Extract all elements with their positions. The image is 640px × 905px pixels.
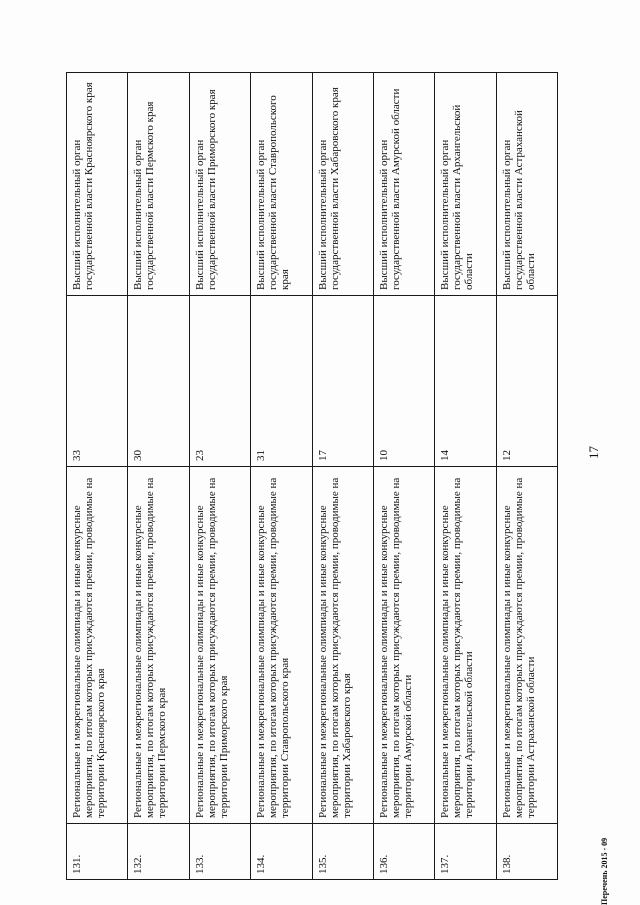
event-name: Региональные и межрегиональные олимпиады и иные конкурсные мероприятия, по итогам которых присуждаются премии, проводимые на территории Красноярского края [67,467,128,824]
row-number: 138. [496,824,557,880]
table-row [189,73,250,880]
event-count: 30 [128,296,189,467]
table-row [67,73,128,880]
row-number: 131. [67,824,128,880]
event-count: 10 [373,296,434,467]
event-name: Региональные и межрегиональные олимпиады и иные конкурсные мероприятия, по итогам которых присуждаются премии, проводимые на территории Хабаровского края [312,467,373,824]
organizer: Высший исполнительный орган государственной власти Приморского края [189,73,250,296]
event-name: Региональные и межрегиональные олимпиады и иные конкурсные мероприятия, по итогам которых присуждаются премии, проводимые на территории Пермского края [128,467,189,824]
row-number: 134. [251,824,312,880]
olympiad-list-table [66,72,558,880]
event-count: 17 [312,296,373,467]
event-name: Региональные и межрегиональные олимпиады и иные конкурсные мероприятия, по итогам которых присуждаются премии, проводимые на территории Архангельской области [435,467,496,824]
row-number: 132. [128,824,189,880]
event-count: 14 [435,296,496,467]
event-name: Региональные и межрегиональные олимпиады и иные конкурсные мероприятия, по итогам которых присуждаются премии, проводимые на территории Ставропольского края [251,467,312,824]
event-name: Региональные и межрегиональные олимпиады и иные конкурсные мероприятия, по итогам которых присуждаются премии, проводимые на территории Астраханской области [496,467,557,824]
table-row [128,73,189,880]
page-number: 17 [586,446,601,459]
footer-code: Перечень 2015 - 09 [600,837,609,905]
table-row [435,73,496,880]
event-count: 33 [67,296,128,467]
organizer: Высший исполнительный орган государственной власти Архангельской области [435,73,496,296]
organizer: Высший исполнительный орган государственной власти Красноярского края [67,73,128,296]
table-row [496,73,557,880]
table-row [312,73,373,880]
row-number: 133. [189,824,250,880]
row-number: 137. [435,824,496,880]
event-count: 31 [251,296,312,467]
organizer: Высший исполнительный орган государственной власти Астраханской области [496,73,557,296]
event-count: 23 [189,296,250,467]
row-number: 136. [373,824,434,880]
organizer: Высший исполнительный орган государственной власти Пермского края [128,73,189,296]
organizer: Высший исполнительный орган государственной власти Амурской области [373,73,434,296]
table-row [373,73,434,880]
organizer: Высший исполнительный орган государственной власти Ставропольского края [251,73,312,296]
event-name: Региональные и межрегиональные олимпиады и иные конкурсные мероприятия, по итогам которых присуждаются премии, проводимые на территории Приморского края [189,467,250,824]
event-count: 12 [496,296,557,467]
table-row [251,73,312,880]
row-number: 135. [312,824,373,880]
event-name: Региональные и межрегиональные олимпиады и иные конкурсные мероприятия, по итогам которых присуждаются премии, проводимые на территории Амурской области [373,467,434,824]
organizer: Высший исполнительный орган государственной власти Хабаровского края [312,73,373,296]
